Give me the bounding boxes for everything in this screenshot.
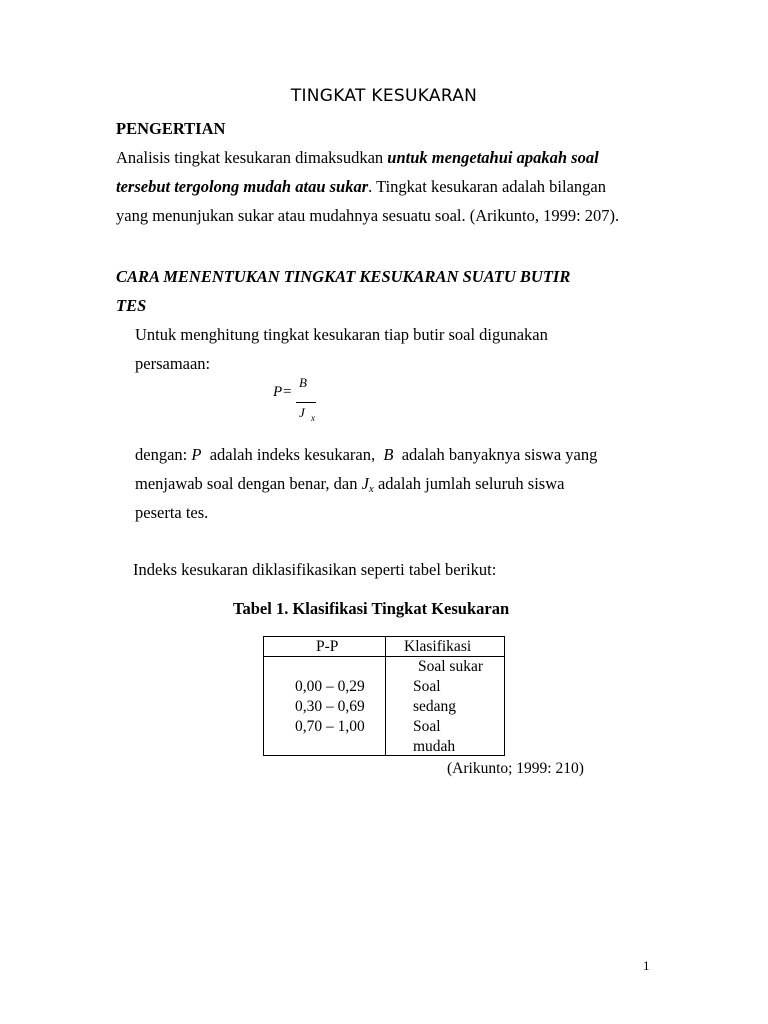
- var-j: J: [361, 474, 369, 493]
- document-title: TINGKAT KESUKARAN: [290, 86, 478, 106]
- var-j-subscript: x: [368, 483, 374, 495]
- table-cell-range: 0,70 – 1,00: [295, 718, 365, 735]
- formula-lhs: P=: [273, 384, 293, 400]
- paragraph-text: . Tingkat kesukaran adalah bilangan: [368, 177, 606, 196]
- formula-denominator: J: [299, 405, 305, 420]
- desc-text: adalah jumlah seluruh siswa: [373, 474, 565, 493]
- paragraph-line-2: [116, 177, 606, 197]
- table-caption: Tabel 1. Klasifikasi Tingkat Kesukaran: [233, 599, 510, 618]
- table-cell-class: Soal: [413, 718, 441, 735]
- paragraph-text: Analisis tingkat kesukaran dimaksudkan: [116, 148, 388, 167]
- desc-text: dengan:: [135, 445, 192, 464]
- table-header-pp: P-P: [316, 638, 339, 655]
- section-heading-cara-line-1: CARA MENENTUKAN TINGKAT KESUKARAN SUATU BUTIR: [116, 267, 571, 286]
- paragraph-line-3: yang menunjukan sukar atau mudahnya sesuatu soal. (Arikunto, 1999: 207).: [116, 206, 620, 225]
- description-line-3: peserta tes.: [135, 503, 209, 522]
- table-source-citation: (Arikunto; 1999: 210): [447, 760, 584, 777]
- intro-line-2: persamaan:: [135, 354, 211, 373]
- desc-text: menjawab soal dengan benar, dan: [135, 474, 362, 493]
- table-column-divider: [385, 636, 386, 756]
- emphasis-text: tersebut tergolong mudah atau sukar: [116, 177, 369, 196]
- table-cell-class: Soal: [413, 678, 441, 695]
- page-number: 1: [643, 958, 650, 973]
- desc-text: adalah banyaknya siswa yang: [393, 445, 598, 464]
- table-cell-range: 0,30 – 0,69: [295, 698, 365, 715]
- desc-text: adalah indeks kesukaran,: [201, 445, 384, 464]
- formula-fraction-bar: [296, 402, 316, 403]
- table-header-klasifikasi: Klasifikasi: [404, 638, 472, 655]
- var-b: B: [383, 445, 394, 464]
- formula-numerator: B: [299, 375, 307, 390]
- paragraph-line-1: [116, 148, 599, 168]
- var-p: P: [191, 445, 202, 464]
- description-line-1: [135, 445, 597, 465]
- emphasis-text: untuk mengetahui apakah soal: [387, 148, 599, 167]
- intro-line-1: Untuk menghitung tingkat kesukaran tiap butir soal digunakan: [135, 325, 548, 344]
- table-cell-class: mudah: [413, 738, 456, 755]
- description-line-2: [135, 474, 564, 494]
- table-cell-range: 0,00 – 0,29: [295, 678, 365, 695]
- table-cell-class: Soal sukar: [418, 658, 484, 675]
- classification-intro: Indeks kesukaran diklasifikasikan seperti tabel berikut:: [133, 560, 497, 579]
- section-heading-pengertian: PENGERTIAN: [116, 119, 226, 138]
- formula-denominator-subscript: x: [311, 413, 315, 423]
- section-heading-cara-line-2: TES: [116, 296, 147, 315]
- table-cell-class: sedang: [413, 698, 457, 715]
